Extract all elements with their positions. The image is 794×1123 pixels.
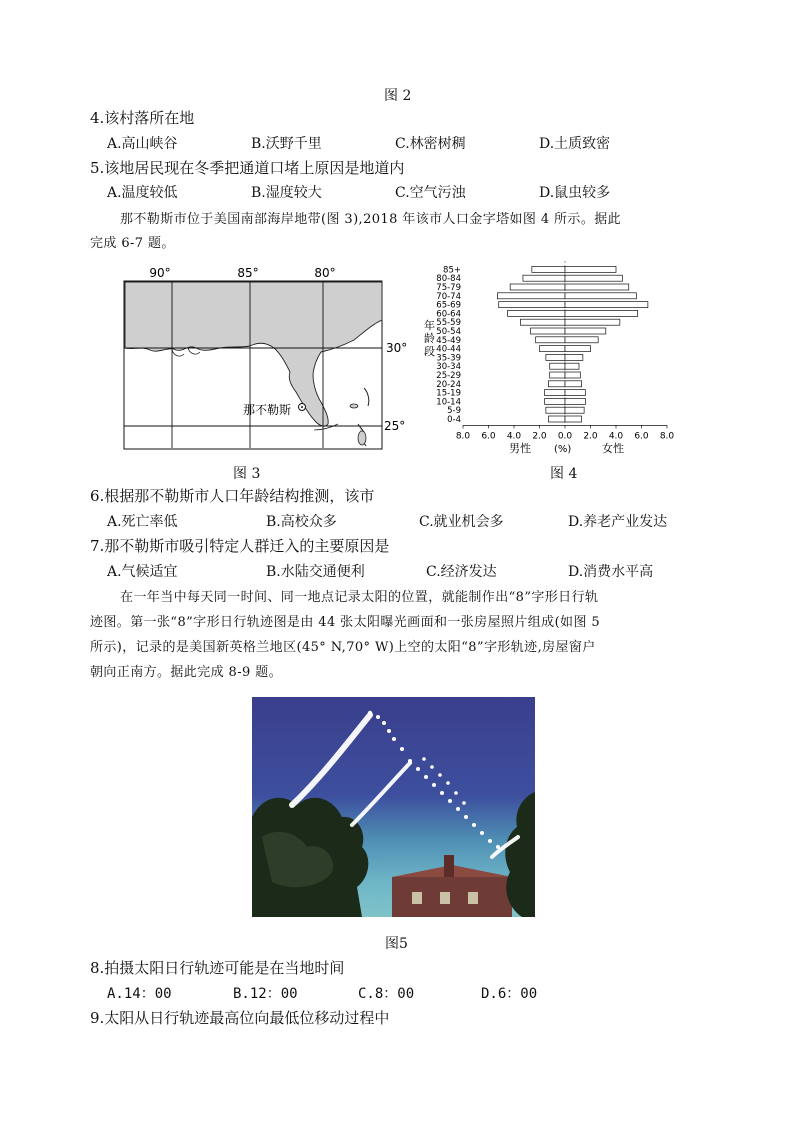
age-tick-50-54: 50-54 bbox=[436, 327, 461, 337]
male-bar-0-4 bbox=[548, 416, 565, 422]
q5-option-a: A.温度较低 bbox=[107, 185, 178, 201]
q4-option-d: D.土质致密 bbox=[539, 136, 611, 152]
male-bar-80-84 bbox=[523, 275, 565, 281]
lon-label-90: 90° bbox=[149, 266, 171, 280]
q8-option-b: B.12：00 bbox=[233, 986, 298, 1002]
q6-option-b: B.高校众多 bbox=[266, 514, 337, 530]
intro-8-9-line-2: 迹图。第一张“8”字形日行轨迹图是由 44 张太阳曝光画面和一张房屋照片组成(如图 5 bbox=[90, 615, 601, 630]
lon-label-85: 85° bbox=[237, 266, 259, 280]
age-tick-85+: 85+ bbox=[443, 265, 461, 276]
male-label: 男性 bbox=[509, 442, 531, 455]
x-tick-label-6: 4.0 bbox=[608, 431, 624, 442]
x-tick-label-5: 2.0 bbox=[583, 431, 598, 442]
female-bar-35-39 bbox=[565, 354, 583, 360]
house bbox=[392, 877, 512, 917]
male-bar-50-54 bbox=[531, 328, 565, 334]
figure-3-map bbox=[118, 262, 408, 462]
male-bar-30-34 bbox=[550, 363, 565, 369]
q4-option-c: C.林密树稠 bbox=[395, 136, 466, 152]
male-bar-60-64 bbox=[508, 310, 565, 316]
age-tick-5-9: 5-9 bbox=[447, 406, 461, 417]
age-tick-35-39: 35-39 bbox=[436, 353, 461, 364]
female-bar-20-24 bbox=[565, 381, 582, 387]
male-bar-5-9 bbox=[546, 407, 565, 413]
question-7-stem: 7.那不勒斯市吸引特定人群迁入的主要原因是 bbox=[90, 537, 390, 555]
female-bar-15-19 bbox=[565, 390, 585, 396]
male-bar-65-69 bbox=[499, 302, 565, 308]
figure-3-caption: 图 3 bbox=[233, 466, 261, 482]
male-bar-15-19 bbox=[545, 390, 565, 396]
age-axis-title-3: 段 bbox=[424, 345, 435, 358]
x-tick-label-2: 4.0 bbox=[506, 431, 522, 442]
q8-option-a: A.14：00 bbox=[107, 986, 172, 1002]
female-bar-75-79 bbox=[565, 284, 629, 290]
female-bar-10-14 bbox=[565, 398, 585, 404]
naples-label: 那不勒斯 bbox=[243, 403, 292, 417]
x-tick-label-0: 8.0 bbox=[455, 431, 471, 442]
female-bar-5-9 bbox=[565, 407, 584, 413]
question-8-stem: 8.拍摄太阳日行轨迹可能是在当地时间 bbox=[90, 959, 345, 977]
q5-option-b: B.湿度较大 bbox=[251, 185, 322, 201]
male-bar-40-44 bbox=[540, 346, 566, 352]
q5-option-d: D.鼠虫较多 bbox=[539, 185, 611, 201]
age-tick-70-74: 70-74 bbox=[436, 291, 461, 302]
figure-4-population-pyramid bbox=[414, 255, 694, 460]
female-bar-0-4 bbox=[565, 416, 582, 422]
lat-label-30: 30° bbox=[386, 341, 408, 355]
q5-option-c: C.空气污浊 bbox=[395, 185, 466, 201]
female-bar-80-84 bbox=[565, 275, 622, 281]
female-bar-65-69 bbox=[565, 302, 648, 308]
question-5-stem: 5.该地居民现在冬季把通道口堵上原因是地道内 bbox=[90, 159, 405, 177]
male-bar-10-14 bbox=[545, 398, 565, 404]
age-axis-title-1: 年 bbox=[424, 319, 435, 332]
figure-5-analemma-photo bbox=[252, 697, 535, 917]
female-bar-50-54 bbox=[565, 328, 606, 334]
intro-6-7-line-2: 完成 6-7 题。 bbox=[90, 236, 175, 251]
male-bar-25-29 bbox=[550, 372, 565, 378]
lat-label-25: 25° bbox=[384, 419, 406, 433]
question-4-stem: 4.该村落所在地 bbox=[90, 109, 195, 127]
age-tick-10-14: 10-14 bbox=[436, 397, 461, 408]
q7-option-a: A.气候适宜 bbox=[107, 564, 178, 580]
figure-2-caption: 图 2 bbox=[384, 88, 412, 104]
female-bar-70-74 bbox=[565, 293, 636, 299]
age-tick-65-69: 65-69 bbox=[436, 300, 461, 311]
age-tick-60-64: 60-64 bbox=[436, 309, 461, 320]
age-tick-25-29: 25-29 bbox=[436, 371, 461, 381]
question-6-stem: 6.根据那不勒斯市人口年龄结构推测，该市 bbox=[90, 487, 375, 505]
female-bar-45-49 bbox=[565, 337, 598, 343]
q8-option-d: D.6：00 bbox=[481, 986, 538, 1002]
x-tick-label-1: 6.0 bbox=[481, 431, 496, 442]
x-tick-label-8: 8.0 bbox=[659, 431, 675, 442]
x-tick-label-3: 2.0 bbox=[532, 431, 547, 442]
male-bar-70-74 bbox=[497, 293, 565, 299]
age-tick-15-19: 15-19 bbox=[436, 388, 461, 399]
figure-4-caption: 图 4 bbox=[550, 466, 578, 482]
female-bar-30-34 bbox=[565, 363, 579, 369]
female-bar-40-44 bbox=[565, 346, 591, 352]
q4-option-b: B.沃野千里 bbox=[251, 136, 322, 152]
male-bar-85+ bbox=[532, 266, 565, 272]
male-bar-55-59 bbox=[520, 319, 565, 325]
age-tick-40-44: 40-44 bbox=[436, 344, 461, 355]
intro-6-7-line-1: 那不勒斯市位于美国南部海岸地带(图 3),2018 年该市人口金字塔如图 4 所示。据此 bbox=[120, 212, 622, 227]
x-tick-label-7: 6.0 bbox=[634, 431, 649, 442]
age-tick-55-59: 55-59 bbox=[436, 318, 461, 329]
age-tick-75-79: 75-79 bbox=[436, 283, 461, 293]
age-tick-30-34: 30-34 bbox=[436, 362, 461, 373]
age-tick-0-4: 0-4 bbox=[447, 415, 461, 425]
female-label: 女性 bbox=[602, 442, 624, 455]
female-bar-25-29 bbox=[565, 372, 580, 378]
q7-option-b: B.水陆交通便利 bbox=[266, 564, 365, 580]
male-bar-35-39 bbox=[546, 354, 565, 360]
q4-option-a: A.高山峡谷 bbox=[107, 136, 178, 152]
q6-option-d: D.养老产业发达 bbox=[568, 514, 668, 530]
male-bar-75-79 bbox=[510, 284, 565, 290]
question-9-stem: 9.太阳从日行轨迹最高位向最低位移动过程中 bbox=[90, 1009, 390, 1027]
female-bar-55-59 bbox=[565, 319, 620, 325]
q7-option-c: C.经济发达 bbox=[426, 564, 497, 580]
lon-label-80: 80° bbox=[314, 266, 336, 280]
age-axis-title-2: 龄 bbox=[424, 332, 435, 345]
age-tick-20-24: 20-24 bbox=[436, 379, 461, 390]
q8-option-c: C.8：00 bbox=[358, 986, 415, 1002]
female-bar-60-64 bbox=[565, 310, 638, 316]
q7-option-d: D.消费水平高 bbox=[568, 564, 654, 580]
figure-5-caption: 图5 bbox=[385, 936, 408, 952]
intro-8-9-line-3: 所示)，记录的是美国新英格兰地区(45° N,70° W)上空的太阳“8”字形轨迹,房屋窗户 bbox=[90, 640, 596, 655]
intro-8-9-line-4: 朝向正南方。据此完成 8-9 题。 bbox=[90, 665, 282, 680]
intro-8-9-line-1: 在一年当中每天同一时间、同一地点记录太阳的位置，就能制作出“8”字形日行轨 bbox=[120, 590, 599, 605]
q6-option-c: C.就业机会多 bbox=[419, 514, 504, 530]
q6-option-a: A.死亡率低 bbox=[107, 514, 178, 530]
age-tick-45-49: 45-49 bbox=[436, 335, 461, 346]
x-tick-label-4: 0.0 bbox=[557, 431, 573, 442]
male-bar-45-49 bbox=[536, 337, 565, 343]
unit-label: (%) bbox=[554, 444, 572, 455]
age-tick-80-84: 80-84 bbox=[436, 274, 461, 285]
male-bar-20-24 bbox=[548, 381, 565, 387]
female-bar-85+ bbox=[565, 266, 616, 272]
